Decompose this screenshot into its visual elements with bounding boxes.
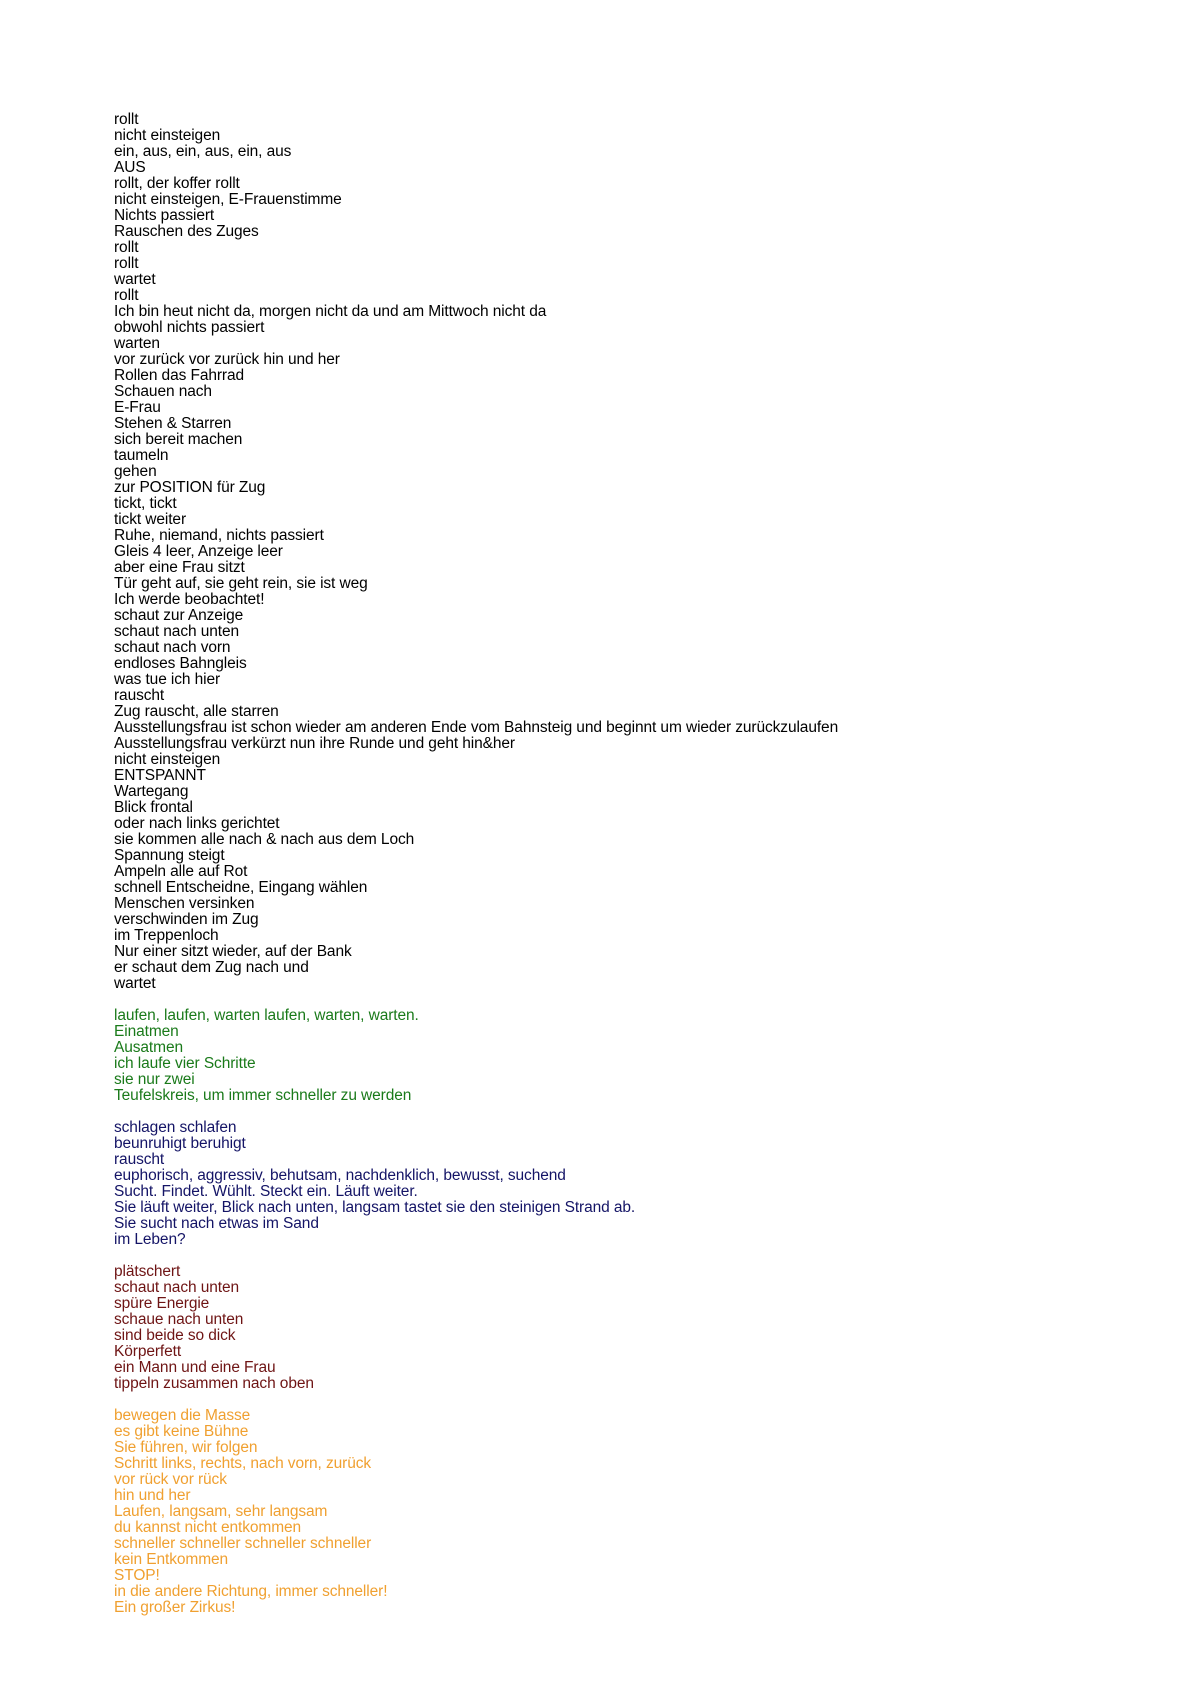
- text-line: Rollen das Fahrrad: [114, 367, 245, 384]
- text-line: ich laufe vier Schritte: [114, 1055, 256, 1072]
- text-line: schaue nach unten: [114, 1311, 244, 1328]
- text-line: tickt weiter: [114, 511, 187, 528]
- text-line: Menschen versinken: [114, 895, 255, 912]
- text-line: Sie läuft weiter, Blick nach unten, langsam tastet sie den steinigen Strand ab.: [114, 1199, 636, 1216]
- text-block-4: [114, 1264, 1114, 1392]
- text-line: laufen, laufen, warten laufen, warten, warten.: [114, 1007, 419, 1024]
- text-line: oder nach links gerichtet: [114, 815, 280, 832]
- text-line: tickt, tickt: [114, 495, 177, 512]
- text-line: Sie führen, wir folgen: [114, 1439, 258, 1456]
- text-line: Ampeln alle auf Rot: [114, 863, 248, 880]
- text-line: Ein großer Zirkus!: [114, 1599, 236, 1616]
- text-line: verschwinden im Zug: [114, 911, 259, 928]
- text-line: E-Frau: [114, 399, 161, 416]
- text-line: rauscht: [114, 687, 165, 704]
- text-block-2: [114, 1008, 1114, 1104]
- text-line: ENTSPANNT: [114, 767, 206, 784]
- text-line: Wartegang: [114, 783, 189, 800]
- text-line: Gleis 4 leer, Anzeige leer: [114, 543, 283, 560]
- text-line: schnell Entscheidne, Eingang wählen: [114, 879, 368, 896]
- text-line: Ich werde beobachtet!: [114, 591, 265, 608]
- text-line: rollt: [114, 111, 139, 128]
- text-line: schaut nach unten: [114, 623, 239, 640]
- text-line: sich bereit machen: [114, 431, 243, 448]
- text-line: wartet: [114, 271, 156, 288]
- text-line: rollt: [114, 255, 139, 272]
- text-line: Blick frontal: [114, 799, 193, 816]
- document-body: [114, 112, 1114, 1616]
- text-line: Körperfett: [114, 1343, 182, 1360]
- text-line: AUS: [114, 159, 146, 176]
- text-line: obwohl nichts passiert: [114, 319, 265, 336]
- text-block-5: [114, 1408, 1114, 1616]
- text-line: Rauschen des Zuges: [114, 223, 259, 240]
- text-line: euphorisch, aggressiv, behutsam, nachdenklich, bewusst, suchend: [114, 1167, 566, 1184]
- text-line: sie nur zwei: [114, 1071, 195, 1088]
- text-line: Stehen & Starren: [114, 415, 232, 432]
- text-block-1: [114, 112, 1114, 992]
- text-line: nicht einsteigen: [114, 751, 221, 768]
- text-line: zur POSITION für Zug: [114, 479, 266, 496]
- text-line: rauscht: [114, 1151, 165, 1168]
- text-line: sind beide so dick: [114, 1327, 236, 1344]
- text-line: vor zurück vor zurück hin und her: [114, 351, 340, 368]
- text-line: Spannung steigt: [114, 847, 225, 864]
- text-line: warten: [114, 335, 160, 352]
- text-line: schlagen schlafen: [114, 1119, 237, 1136]
- text-line: kein Entkommen: [114, 1551, 229, 1568]
- text-line: schaut zur Anzeige: [114, 607, 244, 624]
- text-line: Teufelskreis, um immer schneller zu werden: [114, 1087, 412, 1104]
- text-line: Nichts passiert: [114, 207, 215, 224]
- text-line: spüre Energie: [114, 1295, 210, 1312]
- text-line: Ruhe, niemand, nichts passiert: [114, 527, 324, 544]
- text-line: Sie sucht nach etwas im Sand: [114, 1215, 319, 1232]
- text-line: ein Mann und eine Frau: [114, 1359, 276, 1376]
- text-line: taumeln: [114, 447, 169, 464]
- text-line: im Treppenloch: [114, 927, 219, 944]
- text-line: endloses Bahngleis: [114, 655, 247, 672]
- text-line: tippeln zusammen nach oben: [114, 1375, 314, 1392]
- text-line: rollt, der koffer rollt: [114, 175, 240, 192]
- text-line: Schauen nach: [114, 383, 212, 400]
- text-line: gehen: [114, 463, 157, 480]
- text-line: vor rück vor rück: [114, 1471, 227, 1488]
- text-line: Ich bin heut nicht da, morgen nicht da und am Mittwoch nicht da: [114, 303, 547, 320]
- text-line: Schritt links, rechts, nach vorn, zurück: [114, 1455, 372, 1472]
- text-line: im Leben?: [114, 1231, 186, 1248]
- text-line: du kannst nicht entkommen: [114, 1519, 302, 1536]
- text-line: Zug rauscht, alle starren: [114, 703, 279, 720]
- text-line: hin und her: [114, 1487, 191, 1504]
- text-line: was tue ich hier: [114, 671, 221, 688]
- text-line: rollt: [114, 287, 139, 304]
- text-line: schneller schneller schneller schneller: [114, 1535, 372, 1552]
- text-line: rollt: [114, 239, 139, 256]
- text-line: in die andere Richtung, immer schneller!: [114, 1583, 388, 1600]
- text-line: aber eine Frau sitzt: [114, 559, 245, 576]
- text-block-3: [114, 1120, 1114, 1248]
- text-line: Nur einer sitzt wieder, auf der Bank: [114, 943, 352, 960]
- text-line: plätschert: [114, 1263, 181, 1280]
- text-line: bewegen die Masse: [114, 1407, 251, 1424]
- text-line: Laufen, langsam, sehr langsam: [114, 1503, 328, 1520]
- text-line: es gibt keine Bühne: [114, 1423, 249, 1440]
- text-line: Ausstellungsfrau ist schon wieder am anderen Ende vom Bahnsteig und beginnt um wieder zurückzulaufen: [114, 719, 839, 736]
- text-line: beunruhigt beruhigt: [114, 1135, 246, 1152]
- text-line: sie kommen alle nach & nach aus dem Loch: [114, 831, 415, 848]
- text-line: Einatmen: [114, 1023, 179, 1040]
- text-line: nicht einsteigen: [114, 127, 221, 144]
- text-line: Ausatmen: [114, 1039, 183, 1056]
- text-line: nicht einsteigen, E-Frauenstimme: [114, 191, 342, 208]
- text-line: er schaut dem Zug nach und: [114, 959, 309, 976]
- text-line: schaut nach vorn: [114, 639, 231, 656]
- text-line: schaut nach unten: [114, 1279, 239, 1296]
- text-line: ein, aus, ein, aus, ein, aus: [114, 143, 292, 160]
- text-line: Tür geht auf, sie geht rein, sie ist weg: [114, 575, 368, 592]
- text-line: wartet: [114, 975, 156, 992]
- text-line: STOP!: [114, 1567, 160, 1584]
- text-line: Sucht. Findet. Wühlt. Steckt ein. Läuft weiter.: [114, 1183, 418, 1200]
- text-line: Ausstellungsfrau verkürzt nun ihre Runde und geht hin&her: [114, 735, 515, 752]
